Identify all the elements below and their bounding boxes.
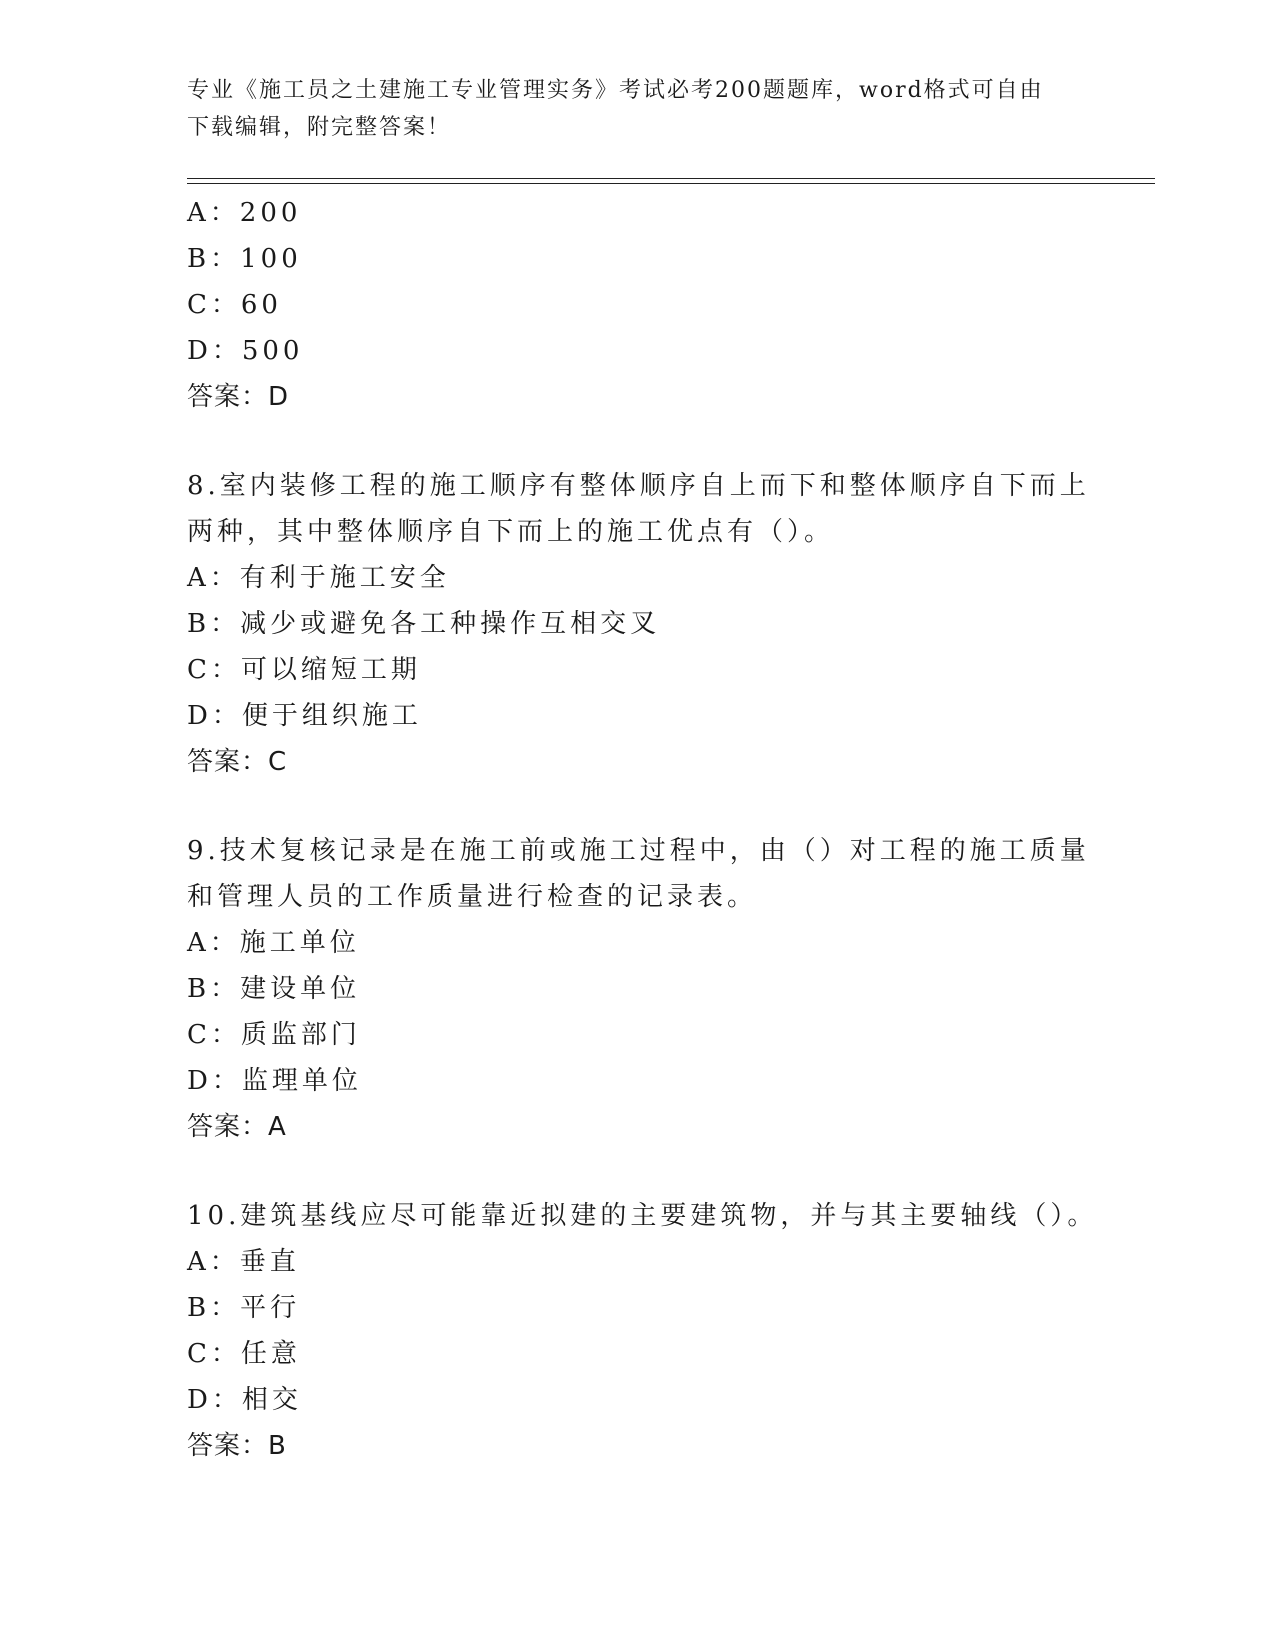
option-b: B：建设单位 (187, 974, 361, 1004)
header-line-1: 专业《施工员之土建施工专业管理实务》考试必考200题题库，word格式可自由 (187, 78, 1044, 103)
answer-line: 答案：D (187, 382, 290, 412)
option-b: B：平行 (187, 1293, 301, 1323)
option-d: D：相交 (187, 1385, 302, 1415)
option-b: B：减少或避免各工种操作互相交叉 (187, 609, 661, 639)
header-divider-top (187, 178, 1155, 179)
answer-line: 答案：A (187, 1112, 287, 1142)
spacer (187, 420, 1087, 463)
answer-line: 答案：C (187, 747, 288, 777)
option-d: D：500 (187, 336, 304, 366)
question-8 (187, 463, 1090, 785)
header-line-2: 下载编辑，附完整答案！ (187, 115, 452, 140)
spacer (187, 785, 1087, 828)
question-7 (187, 190, 1087, 420)
question-text-line-2: 两种，其中整体顺序自下而上的施工优点有（）。 (187, 517, 835, 547)
option-c: C：质监部门 (187, 1020, 361, 1050)
option-c: C：可以缩短工期 (187, 655, 421, 685)
option-a: A：有利于施工安全 (187, 563, 450, 593)
question-text-line-1: 9.技术复核记录是在施工前或施工过程中，由（）对工程的施工质量 (187, 836, 1090, 866)
option-c: C：任意 (187, 1339, 301, 1369)
option-a: A：200 (187, 198, 302, 228)
question-text-line-1: 10.建筑基线应尽可能靠近拟建的主要建筑物，并与其主要轴线（）。 (187, 1201, 1098, 1231)
question-text-line-1: 8.室内装修工程的施工顺序有整体顺序自上而下和整体顺序自下而上 (187, 471, 1090, 501)
question-list (187, 190, 1098, 1469)
document-header (187, 72, 1087, 146)
option-d: D：便于组织施工 (187, 701, 422, 731)
option-b: B：100 (187, 244, 302, 274)
question-text-line-2: 和管理人员的工作质量进行检查的记录表。 (187, 882, 758, 912)
option-a: A：施工单位 (187, 928, 360, 958)
question-10 (187, 1193, 1098, 1469)
option-c: C：60 (187, 290, 282, 320)
option-a: A：垂直 (187, 1247, 300, 1277)
question-9 (187, 828, 1090, 1150)
spacer (187, 1150, 1087, 1193)
option-d: D：监理单位 (187, 1066, 362, 1096)
header-divider-bottom (187, 183, 1155, 184)
answer-line: 答案：B (187, 1431, 287, 1461)
